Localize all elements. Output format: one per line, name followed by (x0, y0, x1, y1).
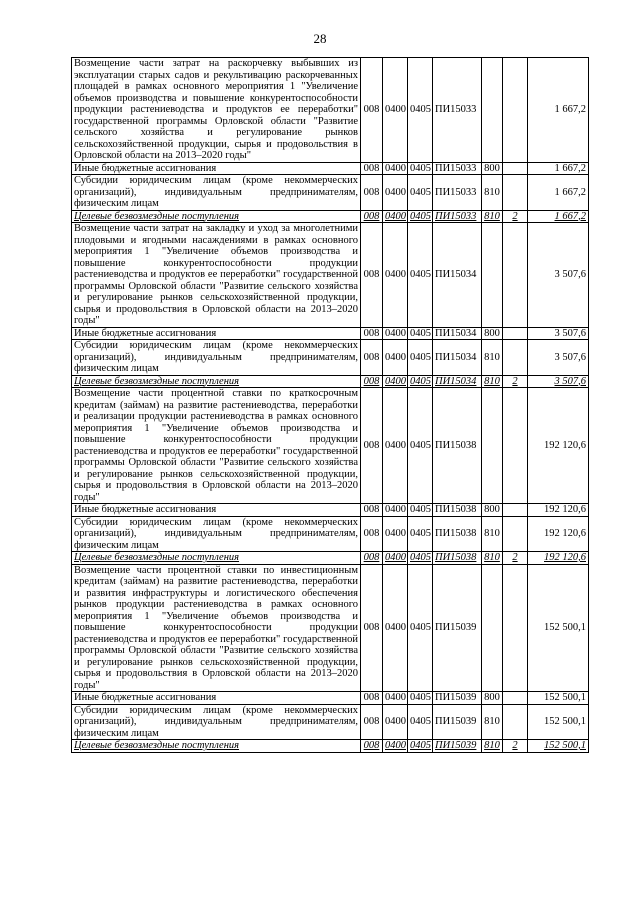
row-name: Целевые безвозмездные поступления (72, 740, 361, 753)
subsection-code: 0405 (408, 516, 433, 552)
source-code (503, 504, 528, 517)
section-code: 0400 (383, 564, 408, 692)
expense-type-code: 810 (482, 340, 503, 376)
source-code: 2 (503, 552, 528, 565)
expense-type-code: 810 (482, 516, 503, 552)
subsection-code: 0405 (408, 552, 433, 565)
amount: 1 667,2 (528, 58, 589, 163)
amount: 192 120,6 (528, 388, 589, 504)
row-name: Субсидии юридическим лицам (кроме некоммерческих организаций), индивидуальным предпринимателям, физическим лицам (72, 340, 361, 376)
row-name: Субсидии юридическим лицам (кроме некоммерческих организаций), индивидуальным предпринимателям, физическим лицам (72, 175, 361, 211)
section-code: 0400 (383, 516, 408, 552)
table-row (72, 58, 589, 163)
expense-type-code: 810 (482, 210, 503, 223)
expense-type-code (482, 58, 503, 163)
target-article-code: ПИ15034 (433, 340, 482, 376)
amount: 192 120,6 (528, 516, 589, 552)
source-code (503, 564, 528, 692)
expense-type-code (482, 388, 503, 504)
subsection-code: 0405 (408, 388, 433, 504)
subsection-code: 0405 (408, 504, 433, 517)
table-row (72, 704, 589, 740)
row-name: Субсидии юридическим лицам (кроме некоммерческих организаций), индивидуальным предпринимателям, физическим лицам (72, 516, 361, 552)
section-code: 0400 (383, 692, 408, 705)
amount: 3 507,6 (528, 375, 589, 388)
expense-type-code: 800 (482, 162, 503, 175)
expense-type-code (482, 223, 503, 328)
row-name: Иные бюджетные ассигнования (72, 692, 361, 705)
row-name: Возмещение части процентной ставки по краткосрочным кредитам (займам) на развитие растениеводства, переработки и реализации продукции растениеводства в рамках основного мероприятия 1 "Увеличение объемов производства и повышение конкурентоспособности продукции растениеводства и продуктов ее переработки" государственной программы Орловской области "Развитие сельского хозяйства и регулирование рынков сельскохозяйственной продукции, сырья и продовольствия в Орловской области на 2013–2020 годы" (72, 388, 361, 504)
amount: 1 667,2 (528, 162, 589, 175)
section-code: 0400 (383, 740, 408, 753)
admin-code: 008 (361, 704, 383, 740)
admin-code: 008 (361, 375, 383, 388)
source-code: 2 (503, 740, 528, 753)
section-code: 0400 (383, 327, 408, 340)
expense-type-code: 810 (482, 552, 503, 565)
source-code (503, 223, 528, 328)
admin-code: 008 (361, 388, 383, 504)
section-code: 0400 (383, 340, 408, 376)
admin-code: 008 (361, 516, 383, 552)
source-code (503, 704, 528, 740)
table-row (72, 692, 589, 705)
source-code: 2 (503, 375, 528, 388)
row-name: Возмещение части затрат на закладку и уход за многолетними плодовыми и ягодными насаждениями в рамках основного мероприятия 1 "Увеличение объемов производства и повышение конкурентоспособности продукции растениеводства и продуктов ее переработки" государственной программы Орловской области "Развитие сельского хозяйства и регулирование рынков сельскохозяйственной продукции, сырья и продовольствия в Орловской области на 2013–2020 годы" (72, 223, 361, 328)
row-name: Целевые безвозмездные поступления (72, 375, 361, 388)
amount: 3 507,6 (528, 223, 589, 328)
section-code: 0400 (383, 210, 408, 223)
admin-code: 008 (361, 58, 383, 163)
table-row (72, 504, 589, 517)
source-code: 2 (503, 210, 528, 223)
admin-code: 008 (361, 692, 383, 705)
row-name: Иные бюджетные ассигнования (72, 327, 361, 340)
section-code: 0400 (383, 375, 408, 388)
subsection-code: 0405 (408, 175, 433, 211)
expense-type-code: 800 (482, 692, 503, 705)
table-row (72, 564, 589, 692)
row-name: Иные бюджетные ассигнования (72, 162, 361, 175)
row-name: Возмещение части процентной ставки по инвестиционным кредитам (займам) на развитие растениеводства, переработки и развития инфраструктуры и логистического обеспечения рынков продукции растениеводства в рамках основного мероприятия 1 "Увеличение объемов производства и повышение конкурентоспособности продукции растениеводства и продуктов ее переработки" государственной программы Орловской области "Развитие сельского хозяйства и регулирование рынков сельскохозяйственной продукции, сырья и продовольствия в Орловской области на 2013–2020 годы" (72, 564, 361, 692)
admin-code: 008 (361, 210, 383, 223)
admin-code: 008 (361, 504, 383, 517)
amount: 152 500,1 (528, 740, 589, 753)
source-code (503, 162, 528, 175)
subsection-code: 0405 (408, 692, 433, 705)
table-row (72, 516, 589, 552)
row-name: Субсидии юридическим лицам (кроме некоммерческих организаций), индивидуальным предпринимателям, физическим лицам (72, 704, 361, 740)
target-article-code: ПИ15038 (433, 516, 482, 552)
section-code: 0400 (383, 504, 408, 517)
source-code (503, 516, 528, 552)
section-code: 0400 (383, 552, 408, 565)
admin-code: 008 (361, 162, 383, 175)
target-article-code: ПИ15038 (433, 388, 482, 504)
section-code: 0400 (383, 704, 408, 740)
table-row (72, 375, 589, 388)
amount: 1 667,2 (528, 210, 589, 223)
source-code (503, 327, 528, 340)
row-name: Иные бюджетные ассигнования (72, 504, 361, 517)
amount: 192 120,6 (528, 504, 589, 517)
subsection-code: 0405 (408, 740, 433, 753)
target-article-code: ПИ15034 (433, 327, 482, 340)
target-article-code: ПИ15033 (433, 58, 482, 163)
subsection-code: 0405 (408, 340, 433, 376)
expense-type-code: 810 (482, 175, 503, 211)
table-row (72, 210, 589, 223)
target-article-code: ПИ15034 (433, 375, 482, 388)
source-code (503, 175, 528, 211)
section-code: 0400 (383, 58, 408, 163)
admin-code: 008 (361, 175, 383, 211)
section-code: 0400 (383, 175, 408, 211)
section-code: 0400 (383, 388, 408, 504)
expense-type-code: 810 (482, 704, 503, 740)
source-code (503, 692, 528, 705)
admin-code: 008 (361, 564, 383, 692)
table-row (72, 552, 589, 565)
admin-code: 008 (361, 552, 383, 565)
row-name: Возмещение части затрат на раскорчевку выбывших из эксплуатации старых садов и рекультивацию раскорчеванных площадей в рамках основного мероприятия 1 "Увеличение объемов производства и повышение конкурентоспособности продукции растениеводства и продуктов ее переработки" государственной программы Орловской области "Развитие сельского хозяйства и регулирование рынков сельскохозяйственной продукции, сырья и продовольствия в Орловской области на 2013–2020 годы" (72, 58, 361, 163)
row-name: Целевые безвозмездные поступления (72, 552, 361, 565)
admin-code: 008 (361, 223, 383, 328)
section-code: 0400 (383, 162, 408, 175)
target-article-code: ПИ15039 (433, 740, 482, 753)
target-article-code: ПИ15033 (433, 210, 482, 223)
expense-type-code: 800 (482, 504, 503, 517)
expense-type-code (482, 564, 503, 692)
target-article-code: ПИ15039 (433, 564, 482, 692)
amount: 3 507,6 (528, 327, 589, 340)
budget-table (71, 57, 589, 753)
table-row (72, 327, 589, 340)
table-row (72, 740, 589, 753)
budget-table-body (72, 58, 589, 753)
table-row (72, 340, 589, 376)
page-number: 28 (313, 31, 327, 46)
expense-type-code: 810 (482, 740, 503, 753)
target-article-code: ПИ15033 (433, 162, 482, 175)
target-article-code: ПИ15034 (433, 223, 482, 328)
admin-code: 008 (361, 340, 383, 376)
subsection-code: 0405 (408, 58, 433, 163)
subsection-code: 0405 (408, 210, 433, 223)
target-article-code: ПИ15039 (433, 692, 482, 705)
expense-type-code: 810 (482, 375, 503, 388)
target-article-code: ПИ15038 (433, 504, 482, 517)
table-row (72, 388, 589, 504)
source-code (503, 340, 528, 376)
target-article-code: ПИ15039 (433, 704, 482, 740)
amount: 152 500,1 (528, 704, 589, 740)
subsection-code: 0405 (408, 564, 433, 692)
target-article-code: ПИ15033 (433, 175, 482, 211)
subsection-code: 0405 (408, 223, 433, 328)
amount: 152 500,1 (528, 564, 589, 692)
amount: 152 500,1 (528, 692, 589, 705)
table-row (72, 223, 589, 328)
subsection-code: 0405 (408, 162, 433, 175)
target-article-code: ПИ15038 (433, 552, 482, 565)
amount: 1 667,2 (528, 175, 589, 211)
table-row (72, 162, 589, 175)
subsection-code: 0405 (408, 704, 433, 740)
row-name: Целевые безвозмездные поступления (72, 210, 361, 223)
expense-type-code: 800 (482, 327, 503, 340)
section-code: 0400 (383, 223, 408, 328)
subsection-code: 0405 (408, 327, 433, 340)
subsection-code: 0405 (408, 375, 433, 388)
source-code (503, 388, 528, 504)
amount: 3 507,6 (528, 340, 589, 376)
admin-code: 008 (361, 327, 383, 340)
source-code (503, 58, 528, 163)
amount: 192 120,6 (528, 552, 589, 565)
admin-code: 008 (361, 740, 383, 753)
table-row (72, 175, 589, 211)
